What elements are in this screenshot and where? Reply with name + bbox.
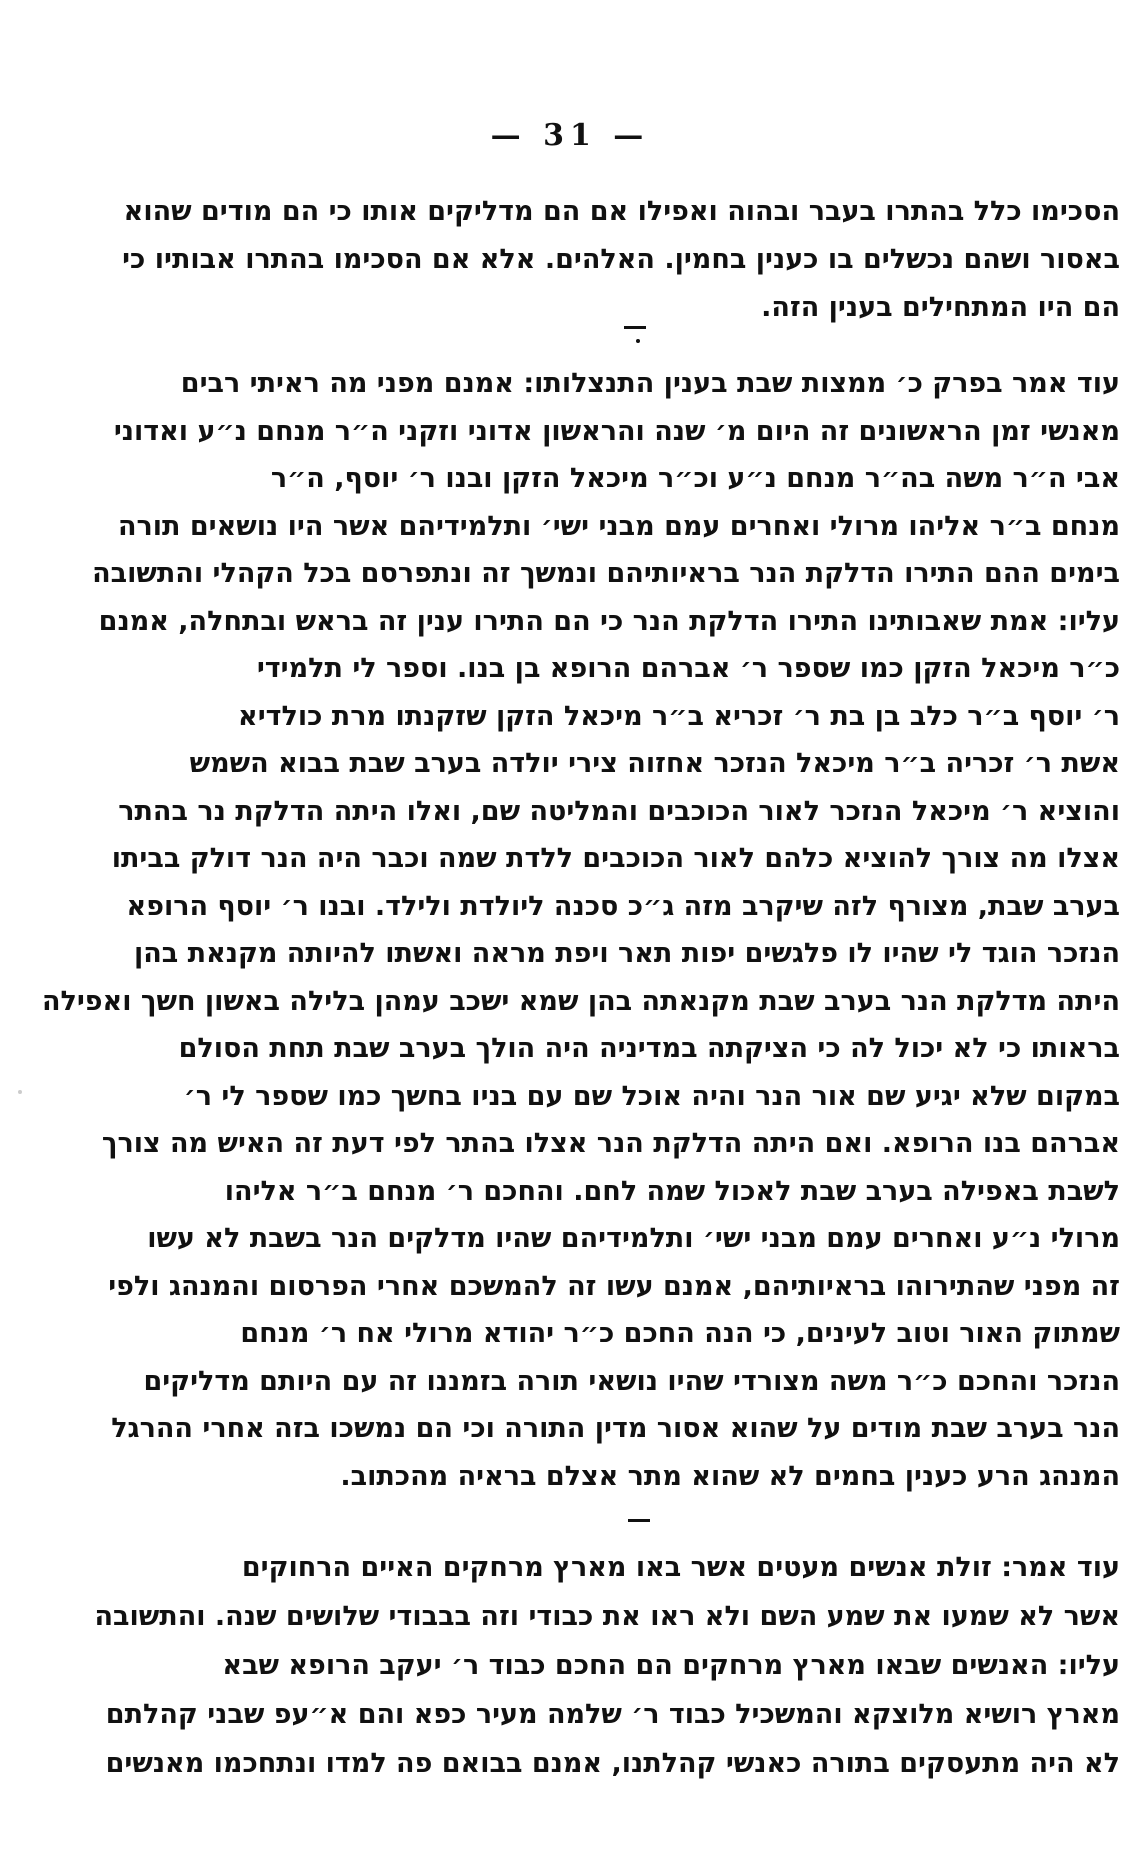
- text-line: הנר בערב שבת מודים על שהוא אסור מדין התורה וכי הם נמשכו בזה אחרי ההרגל: [111, 1413, 1120, 1444]
- text-line: אשר לא שמעו את שמע השם ולא ראו את כבודי וזה בבבודי שלושים שנה. והתשובה: [94, 1601, 1120, 1632]
- page-number: — 31 —: [490, 118, 650, 153]
- text-line: מאנשי זמן הראשונים זה היום מ׳ שנה והראשון אדוני וזקני ה״ר מנחם נ״ע ואדוני: [113, 415, 1120, 447]
- text-line: לא היה מתעסקים בתורה כאנשי קהלתנו, אמנם בבואם פה למדו ונתחכמו מאנשים: [105, 1748, 1120, 1779]
- text-line: זה מפני שהתירוהו בראיותיהם, אמנם עשו זה להמשכם אחרי הפרסום והמנהג ולפי: [108, 1270, 1120, 1302]
- text-line: ר׳ יוסף ב״ר כלב בן בת ר׳ זכריא ב״ר מיכאל הזקן שזקנתו מרת כולדיא: [238, 700, 1120, 732]
- text-line: במקום שלא יגיע שם אור הנר והיה אוכל שם עם בניו בחשך כמו שספר לי ר׳: [183, 1080, 1120, 1112]
- text-line: מרולי נ״ע ואחרים עמם מבני ישי׳ ותלמידיהם שהיו מדלקים הנר בשבת לא עשו: [147, 1223, 1120, 1254]
- text-line: הנזכר והחכם כ״ר משה מצורדי שהיו נושאי תורה בזמננו זה עם היותם מדליקים: [143, 1365, 1120, 1397]
- text-line: הנזכר הוגד לי שהיו לו פלגשים יפות תאר ויפת מראה ואשתו להיותה מקנאת בהן: [133, 938, 1120, 969]
- text-line: אשת ר׳ זכריה ב״ר מיכאל הנזכר אחזוה צירי יולדה בערב שבת בבוא השמש: [189, 748, 1120, 779]
- section-divider: [628, 1519, 650, 1522]
- text-line: הסכימו כלל בהתרו בעבר ובהוה ואפילו אם הם מדליקים אותו כי הם מודים שהוא: [123, 196, 1120, 227]
- text-line: עוד אמר בפרק כ׳ ממצות שבת בענין התנצלותו: אמנם מפני מה ראיתי רבים: [180, 368, 1120, 399]
- text-line: מנחם ב״ר אליהו מרולי ואחרים עמם מבני ישי׳ ותלמידיהם אשר היו נושאים תורה: [117, 510, 1120, 542]
- text-line: לשבת באפילה בערב שבת לאכול שמה לחם. והחכם ר׳ מנחם ב״ר אליהו: [224, 1175, 1120, 1207]
- text-line: בימים ההם התירו הדלקת הנר בראיותיהם ונמשך זה ונתפרסם בכל הקהלי והתשובה: [92, 558, 1120, 589]
- text-line: אברהם בנו הרופא. ואם היתה הדלקת הנר אצלו בהתר לפי דעת זה האיש מה צורך: [101, 1128, 1120, 1159]
- ink-dot: [636, 339, 640, 343]
- text-line: כ״ר מיכאל הזקן כמו שספר ר׳ אברהם הרופא בן בנו. וספר לי תלמידי: [256, 653, 1120, 684]
- paragraph-3: [94, 1543, 1120, 1788]
- paper-speck: [18, 1090, 22, 1094]
- section-divider: [624, 326, 646, 329]
- text-line: עוד אמר: זולת אנשים מעטים אשר באו מארץ מרחקים האיים הרחוקים: [241, 1552, 1120, 1583]
- paragraph-2: [41, 360, 1120, 1500]
- text-line: היתה מדלקת הנר בערב שבת מקנאתה בהן שמא ישכב עמהן בלילה באשון חשך ואפילה: [41, 985, 1120, 1017]
- text-line: שמתוק האור וטוב לעינים, כי הנה החכם כ״ר יהודא מרולי אח ר׳ מנחם: [240, 1318, 1120, 1349]
- text-line: בראותו כי לא יכול לה כי הציקתה במדיניה היה הולך בערב שבת תחת הסולם: [178, 1033, 1120, 1064]
- text-line: והוציא ר׳ מיכאל הנזכר לאור הכוכבים והמליטה שם, ואלו היתה הדלקת נר בהתר: [118, 795, 1120, 827]
- text-line: אבי ה״ר משה בה״ר מנחם נ״ע וכ״ר מיכאל הזקן ובנו ר׳ יוסף, ה״ר: [270, 463, 1120, 494]
- text-line: המנהג הרע כענין בחמים לא שהוא מתר אצלם בראיה מהכתוב.: [340, 1460, 1120, 1492]
- text-line: הם היו המתחילים בענין הזה.: [761, 292, 1120, 323]
- text-line: עליו: אמת שאבותינו התירו הדלקת הנר כי הם התירו ענין זה בראש ובתחלה, אמנם: [98, 605, 1120, 637]
- text-line: בערב שבת, מצורף לזה שיקרב מזה ג״כ סכנה ליולדת ולילד. ובנו ר׳ יוסף הרופא: [126, 890, 1120, 922]
- text-line: עליו: האנשים שבאו מארץ מרחקים הם החכם כבוד ר׳ יעקב הרופא שבא: [222, 1650, 1120, 1681]
- text-line: מארץ רושיא מלוצקא והמשכיל כבוד ר׳ שלמה מעיר כפא והם א״עפ שבני קהלתם: [105, 1699, 1120, 1730]
- text-line: באסור ושהם נכשלים בו כענין בחמין. האלהים. אלא אם הסכימו בהתרו אבותיו כי: [122, 244, 1120, 275]
- text-line: אצלו מה צורך להוציא כלהם לאור הכוכבים ללדת שמה וכבר היה הנר דולק בביתו: [111, 843, 1120, 874]
- paragraph-1: [122, 188, 1120, 332]
